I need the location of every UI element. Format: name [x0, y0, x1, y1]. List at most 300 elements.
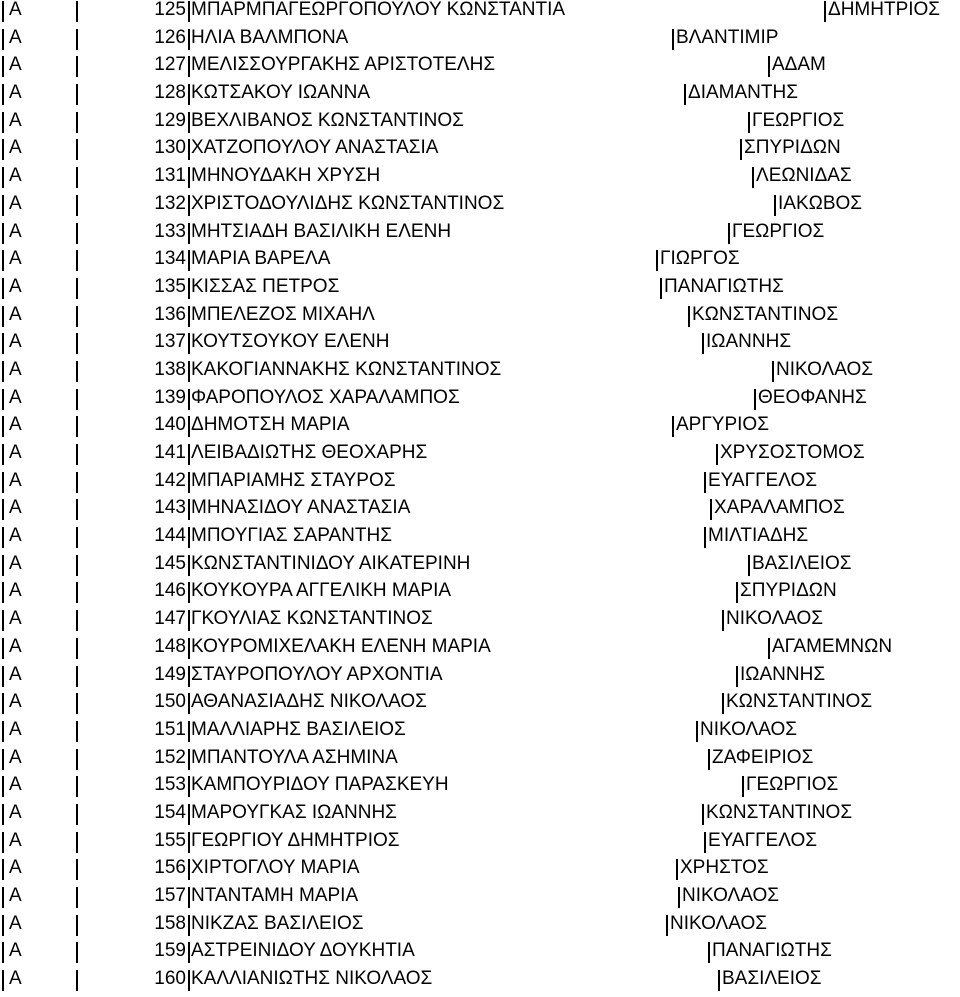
cell-divider	[676, 859, 678, 880]
number-cell: 138	[154, 358, 186, 380]
full-name-cell: ΜΑΛΛΙΑΡΗΣ ΒΑΣΙΛΕΙΟΣ	[191, 718, 406, 740]
cell-divider	[188, 1, 190, 22]
cell-divider	[76, 361, 78, 382]
father-name-cell: ΘΕΟΦΑΝΗΣ	[758, 386, 867, 408]
cell-divider	[2, 250, 4, 271]
cell-divider	[76, 29, 78, 50]
cell-divider	[188, 555, 190, 576]
number-cell: 156	[154, 857, 186, 879]
cell-divider	[188, 859, 190, 880]
cell-divider	[76, 195, 78, 216]
category-cell: Α	[9, 663, 22, 685]
cell-divider	[188, 832, 190, 853]
cell-divider	[76, 942, 78, 963]
number-cell: 150	[154, 691, 186, 713]
father-name-cell: ΜΙΛΤΙΑΔΗΣ	[708, 525, 809, 547]
cell-divider	[188, 56, 190, 77]
full-name-cell: ΦΑΡΟΠΟΥΛΟΣ ΧΑΡΑΛΑΜΠΟΣ	[191, 386, 460, 408]
cell-divider	[768, 56, 770, 77]
cell-divider	[736, 582, 738, 603]
cell-divider	[188, 29, 190, 50]
cell-divider	[696, 721, 698, 742]
number-cell: 142	[154, 469, 186, 491]
table-row	[0, 803, 960, 831]
cell-divider	[76, 859, 78, 880]
number-cell: 143	[154, 497, 186, 519]
table-row	[0, 775, 960, 803]
full-name-cell: ΚΟΥΤΣΟΥΚΟΥ ΕΛΕΝΗ	[191, 331, 390, 353]
father-name-cell: ΝΙΚΟΛΑΟΣ	[670, 912, 768, 934]
cell-divider	[76, 499, 78, 520]
father-name-cell: ΑΡΓΥΡΙΟΣ	[676, 414, 769, 436]
table-row	[0, 665, 960, 693]
cell-divider	[2, 167, 4, 188]
table-row	[0, 194, 960, 222]
number-cell: 149	[154, 663, 186, 685]
table-row	[0, 858, 960, 886]
cell-divider	[76, 416, 78, 437]
cell-divider	[702, 804, 704, 825]
full-name-cell: ΚΟΥΡΟΜΙΧΕΛΑΚΗ ΕΛΕΝΗ ΜΑΡΙΑ	[191, 635, 491, 657]
cell-divider	[774, 195, 776, 216]
category-cell: Α	[9, 774, 22, 796]
cell-divider	[2, 666, 4, 687]
number-cell: 134	[154, 248, 186, 270]
full-name-cell: ΜΗΝΑΣΙΔΟΥ ΑΝΑΣΤΑΣΙΑ	[191, 497, 411, 519]
cell-divider	[710, 499, 712, 520]
cell-divider	[76, 444, 78, 465]
category-cell: Α	[9, 829, 22, 851]
table-row	[0, 360, 960, 388]
cell-divider	[2, 444, 4, 465]
number-cell: 128	[154, 82, 186, 104]
father-name-cell: ΧΡΥΣΟΣΤΟΜΟΣ	[720, 442, 865, 463]
father-name-cell: ΠΑΝΑΓΙΩΤΗΣ	[664, 275, 784, 297]
cell-divider	[708, 749, 710, 770]
cell-divider	[76, 887, 78, 908]
category-cell: Α	[9, 386, 22, 408]
cell-divider	[188, 389, 190, 410]
cell-divider	[76, 970, 78, 991]
cell-divider	[188, 804, 190, 825]
number-cell: 126	[154, 26, 186, 48]
cell-divider	[76, 472, 78, 493]
cell-divider	[672, 29, 674, 50]
full-name-cell: ΚΑΜΠΟΥΡΙΔΟΥ ΠΑΡΑΣΚΕΥΗ	[191, 774, 449, 796]
full-name-cell: ΓΚΟΥΛΙΑΣ ΚΩΝΣΤΑΝΤΙΝΟΣ	[191, 608, 433, 630]
table-row	[0, 332, 960, 360]
category-cell: Α	[9, 248, 22, 270]
number-cell: 136	[154, 303, 186, 325]
number-cell: 130	[154, 137, 186, 159]
cell-divider	[188, 306, 190, 327]
number-cell: 140	[154, 414, 186, 436]
cell-divider	[740, 139, 742, 160]
cell-divider	[188, 139, 190, 160]
cell-divider	[76, 139, 78, 160]
category-cell: Α	[9, 0, 22, 20]
number-cell: 127	[154, 54, 186, 76]
cell-divider	[752, 167, 754, 188]
cell-divider	[660, 278, 662, 299]
father-name-cell: ΝΙΚΟΛΑΟΣ	[726, 608, 824, 630]
cell-divider	[772, 361, 774, 382]
category-cell: Α	[9, 801, 22, 823]
category-cell: Α	[9, 414, 22, 436]
cell-divider	[76, 306, 78, 327]
cell-divider	[188, 693, 190, 714]
table-row	[0, 637, 960, 665]
table-row	[0, 526, 960, 554]
cell-divider	[716, 444, 718, 465]
cell-divider	[188, 84, 190, 105]
category-cell: Α	[9, 718, 22, 740]
table-row	[0, 609, 960, 637]
cell-divider	[76, 112, 78, 133]
cell-divider	[188, 527, 190, 548]
category-cell: Α	[9, 358, 22, 380]
cell-divider	[722, 610, 724, 631]
full-name-cell: ΜΗΤΣΙΑΔΗ ΒΑΣΙΛΙΚΗ ΕΛΕΝΗ	[191, 220, 452, 242]
cell-divider	[2, 416, 4, 437]
full-name-cell: ΓΕΩΡΓΙΟΥ ΔΗΜΗΤΡΙΟΣ	[191, 829, 400, 851]
number-cell: 141	[154, 442, 186, 463]
number-cell: 158	[154, 912, 186, 934]
cell-divider	[702, 333, 704, 354]
cell-divider	[188, 278, 190, 299]
full-name-cell: ΑΣΤΡΕΙΝΙΔΟΥ ΔΟΥΚΗΤΙΑ	[191, 940, 415, 962]
cell-divider	[188, 444, 190, 465]
cell-divider	[76, 666, 78, 687]
table-row	[0, 498, 960, 526]
number-cell: 159	[154, 940, 186, 962]
number-cell: 132	[154, 192, 186, 214]
cell-divider	[2, 139, 4, 160]
cell-divider	[76, 250, 78, 271]
number-cell: 146	[154, 580, 186, 602]
cell-divider	[2, 582, 4, 603]
father-name-cell: ΔΙΑΜΑΝΤΗΣ	[688, 82, 798, 104]
table-row	[0, 222, 960, 250]
father-name-cell: ΒΑΣΙΛΕΙΟΣ	[722, 968, 822, 990]
full-name-cell: ΜΠΑΡΜΠΑΓΕΩΡΓΟΠΟΥΛΟΥ ΚΩΝΣΤΑΝΤΙΑ	[191, 0, 566, 20]
cell-divider	[188, 112, 190, 133]
father-name-cell: ΣΠΥΡΙΔΩΝ	[740, 580, 837, 602]
table-row	[0, 969, 960, 997]
number-cell: 155	[154, 829, 186, 851]
number-cell: 157	[154, 885, 186, 906]
cell-divider	[188, 250, 190, 271]
cell-divider	[188, 970, 190, 991]
cell-divider	[2, 306, 4, 327]
cell-divider	[188, 167, 190, 188]
table-row	[0, 886, 960, 914]
full-name-cell: ΚΩΤΣΑΚΟΥ ΙΩΑΝΝΑ	[191, 82, 371, 104]
number-cell: 139	[154, 386, 186, 408]
cell-divider	[76, 915, 78, 936]
full-name-cell: ΧΡΙΣΤΟΔΟΥΛΙΔΗΣ ΚΩΝΣΤΑΝΤΙΝΟΣ	[191, 192, 505, 214]
cell-divider	[76, 776, 78, 797]
category-cell: Α	[9, 691, 22, 713]
full-name-cell: ΔΗΜΟΤΣΗ ΜΑΡΙΑ	[191, 414, 350, 436]
cell-divider	[188, 887, 190, 908]
category-cell: Α	[9, 940, 22, 962]
cell-divider	[2, 804, 4, 825]
cell-divider	[2, 1, 4, 22]
cell-divider	[704, 472, 706, 493]
category-cell: Α	[9, 912, 22, 934]
category-cell: Α	[9, 26, 22, 48]
category-cell: Α	[9, 497, 22, 519]
cell-divider	[2, 749, 4, 770]
cell-divider	[2, 195, 4, 216]
father-name-cell: ΚΩΝΣΤΑΝΤΙΝΟΣ	[692, 303, 839, 325]
cell-divider	[76, 527, 78, 548]
table-row	[0, 83, 960, 111]
category-cell: Α	[9, 968, 22, 990]
full-name-cell: ΑΘΑΝΑΣΙΑΔΗΣ ΝΙΚΟΛΑΟΣ	[191, 691, 427, 713]
cell-divider	[76, 84, 78, 105]
category-cell: Α	[9, 165, 22, 187]
father-name-cell: ΒΛΑΝΤΙΜΙΡ	[676, 26, 779, 48]
full-name-cell: ΜΑΡΙΑ ΒΑΡΕΛΑ	[191, 248, 331, 270]
category-cell: Α	[9, 580, 22, 602]
full-name-cell: ΚΟΥΚΟΥΡΑ ΑΓΓΕΛΙΚΗ ΜΑΡΙΑ	[191, 580, 452, 602]
full-name-cell: ΜΗΝΟΥΔΑΚΗ ΧΡΥΣΗ	[191, 165, 381, 187]
category-cell: Α	[9, 303, 22, 325]
cell-divider	[188, 333, 190, 354]
father-name-cell: ΣΠΥΡΙΔΩΝ	[744, 137, 841, 159]
full-name-cell: ΗΛΙΑ ΒΑΛΜΠΟΝΑ	[191, 26, 349, 48]
number-cell: 144	[154, 525, 186, 547]
cell-divider	[188, 915, 190, 936]
cell-divider	[76, 555, 78, 576]
cell-divider	[2, 223, 4, 244]
table-row	[0, 0, 960, 28]
cell-divider	[188, 416, 190, 437]
full-name-cell: ΝΙΚΖΑΣ ΒΑΣΙΛΕΙΟΣ	[191, 912, 364, 934]
number-cell: 151	[154, 718, 186, 740]
father-name-cell: ΝΙΚΟΛΑΟΣ	[700, 718, 798, 740]
number-cell: 147	[154, 608, 186, 630]
father-name-cell: ΚΩΝΣΤΑΝΤΙΝΟΣ	[726, 691, 873, 713]
table-row	[0, 748, 960, 776]
cell-divider	[188, 582, 190, 603]
cell-divider	[76, 1, 78, 22]
father-name-cell: ΓΙΩΡΓΟΣ	[660, 248, 740, 270]
cell-divider	[2, 499, 4, 520]
cell-divider	[2, 721, 4, 742]
cell-divider	[188, 223, 190, 244]
cell-divider	[76, 278, 78, 299]
cell-divider	[768, 638, 770, 659]
number-cell: 135	[154, 275, 186, 297]
category-cell: Α	[9, 275, 22, 297]
cell-divider	[76, 610, 78, 631]
cell-divider	[722, 693, 724, 714]
number-cell: 152	[154, 746, 186, 768]
table-row	[0, 277, 960, 305]
cell-divider	[188, 721, 190, 742]
cell-divider	[2, 859, 4, 880]
category-cell: Α	[9, 109, 22, 131]
table-row	[0, 471, 960, 499]
cell-divider	[2, 527, 4, 548]
father-name-cell: ΕΥΑΓΓΕΛΟΣ	[708, 829, 818, 851]
cell-divider	[188, 776, 190, 797]
cell-divider	[2, 84, 4, 105]
table-row	[0, 249, 960, 277]
father-name-cell: ΒΑΣΙΛΕΙΟΣ	[752, 552, 852, 574]
cell-divider	[76, 333, 78, 354]
category-cell: Α	[9, 331, 22, 353]
cell-divider	[188, 942, 190, 963]
cell-divider	[76, 389, 78, 410]
father-name-cell: ΑΓΑΜΕΜΝΩΝ	[772, 635, 893, 657]
cell-divider	[76, 693, 78, 714]
full-name-cell: ΜΑΡΟΥΓΚΑΣ ΙΩΑΝΝΗΣ	[191, 801, 397, 823]
table-row	[0, 166, 960, 194]
cell-divider	[824, 1, 826, 22]
cell-divider	[76, 167, 78, 188]
cell-divider	[2, 915, 4, 936]
full-name-cell: ΝΤΑΝΤΑΜΗ ΜΑΡΙΑ	[191, 885, 359, 906]
cell-divider	[188, 361, 190, 382]
number-cell: 154	[154, 801, 186, 823]
cell-divider	[704, 832, 706, 853]
father-name-cell: ΝΙΚΟΛΑΟΣ	[776, 358, 874, 380]
table-row	[0, 111, 960, 139]
category-cell: Α	[9, 82, 22, 104]
cell-divider	[736, 666, 738, 687]
cell-divider	[2, 887, 4, 908]
cell-divider	[754, 389, 756, 410]
table-row	[0, 914, 960, 942]
full-name-cell: ΛΕΙΒΑΔΙΩΤΗΣ ΘΕΟΧΑΡΗΣ	[191, 442, 428, 463]
full-name-cell: ΜΠΑΝΤΟΥΛΑ ΑΣΗΜΙΝΑ	[191, 746, 398, 768]
table-row	[0, 138, 960, 166]
father-name-cell: ΝΙΚΟΛΑΟΣ	[682, 885, 780, 906]
table-row	[0, 305, 960, 333]
cell-divider	[188, 499, 190, 520]
cell-divider	[2, 56, 4, 77]
father-name-cell: ΚΩΝΣΤΑΝΤΙΝΟΣ	[706, 801, 853, 823]
cell-divider	[678, 887, 680, 908]
number-cell: 133	[154, 220, 186, 242]
cell-divider	[672, 416, 674, 437]
father-name-cell: ΓΕΩΡΓΙΟΣ	[752, 109, 845, 131]
category-cell: Α	[9, 442, 22, 463]
number-cell: 125	[154, 0, 186, 20]
table-row	[0, 581, 960, 609]
category-cell: Α	[9, 608, 22, 630]
father-name-cell: ΛΕΩΝΙΔΑΣ	[756, 165, 852, 187]
cell-divider	[76, 223, 78, 244]
category-cell: Α	[9, 54, 22, 76]
number-cell: 145	[154, 552, 186, 574]
full-name-cell: ΜΠΕΛΕΖΟΣ ΜΙΧΑΗΛ	[191, 303, 375, 325]
number-cell: 148	[154, 635, 186, 657]
father-name-cell: ΓΕΩΡΓΙΟΣ	[732, 220, 825, 242]
cell-divider	[684, 84, 686, 105]
father-name-cell: ΧΑΡΑΛΑΜΠΟΣ	[714, 497, 845, 519]
father-name-cell: ΓΕΩΡΓΙΟΣ	[746, 774, 839, 796]
father-name-cell: ΠΑΝΑΓΙΩΤΗΣ	[712, 940, 832, 962]
number-cell: 160	[154, 968, 186, 990]
category-cell: Α	[9, 552, 22, 574]
cell-divider	[2, 112, 4, 133]
cell-divider	[2, 832, 4, 853]
cell-divider	[688, 306, 690, 327]
category-cell: Α	[9, 192, 22, 214]
cell-divider	[2, 555, 4, 576]
cell-divider	[2, 610, 4, 631]
cell-divider	[188, 472, 190, 493]
father-name-cell: ΑΔΑΜ	[772, 54, 826, 76]
cell-divider	[76, 749, 78, 770]
father-name-cell: ΙΑΚΩΒΟΣ	[778, 192, 863, 214]
category-cell: Α	[9, 857, 22, 879]
category-cell: Α	[9, 220, 22, 242]
cell-divider	[728, 223, 730, 244]
table-row	[0, 554, 960, 582]
category-cell: Α	[9, 525, 22, 547]
number-cell: 131	[154, 165, 186, 187]
table-row	[0, 28, 960, 56]
full-name-cell: ΜΠΑΡΙΑΜΗΣ ΣΤΑΥΡΟΣ	[191, 469, 396, 491]
cell-divider	[2, 472, 4, 493]
category-cell: Α	[9, 469, 22, 491]
cell-divider	[2, 278, 4, 299]
cell-divider	[76, 582, 78, 603]
cell-divider	[2, 942, 4, 963]
father-name-cell: ΖΑΦΕΙΡΙΟΣ	[712, 746, 814, 768]
cell-divider	[76, 804, 78, 825]
number-cell: 153	[154, 774, 186, 796]
father-name-cell: ΔΗΜΗΤΡΙΟΣ	[828, 0, 941, 20]
cell-divider	[656, 250, 658, 271]
father-name-cell: ΧΡΗΣΤΟΣ	[680, 857, 769, 879]
category-cell: Α	[9, 137, 22, 159]
number-cell: 129	[154, 109, 186, 131]
full-name-cell: ΧΑΤΖΟΠΟΥΛΟΥ ΑΝΑΣΤΑΣΙΑ	[191, 137, 439, 159]
category-cell: Α	[9, 635, 22, 657]
father-name-cell: ΙΩΑΝΝΗΣ	[706, 331, 792, 353]
table-row	[0, 941, 960, 969]
table-row	[0, 443, 960, 471]
cell-divider	[704, 527, 706, 548]
cell-divider	[2, 389, 4, 410]
cell-divider	[76, 56, 78, 77]
category-cell: Α	[9, 885, 22, 906]
full-name-cell: ΜΠΟΥΓΙΑΣ ΣΑΡΑΝΤΗΣ	[191, 525, 392, 547]
cell-divider	[188, 610, 190, 631]
category-cell: Α	[9, 746, 22, 768]
full-name-cell: ΜΕΛΙΣΣΟΥΡΓΑΚΗΣ ΑΡΙΣΤΟΤΕΛΗΣ	[191, 54, 496, 76]
table-row	[0, 388, 960, 416]
full-name-cell: ΚΑΚΟΓΙΑΝΝΑΚΗΣ ΚΩΝΣΤΑΝΤΙΝΟΣ	[191, 358, 502, 380]
full-name-cell: ΚΙΣΣΑΣ ΠΕΤΡΟΣ	[191, 275, 340, 297]
table-row	[0, 720, 960, 748]
cell-divider	[2, 29, 4, 50]
cell-divider	[748, 555, 750, 576]
cell-divider	[666, 915, 668, 936]
cell-divider	[76, 721, 78, 742]
cell-divider	[2, 693, 4, 714]
cell-divider	[748, 112, 750, 133]
cell-divider	[76, 832, 78, 853]
table-row	[0, 55, 960, 83]
